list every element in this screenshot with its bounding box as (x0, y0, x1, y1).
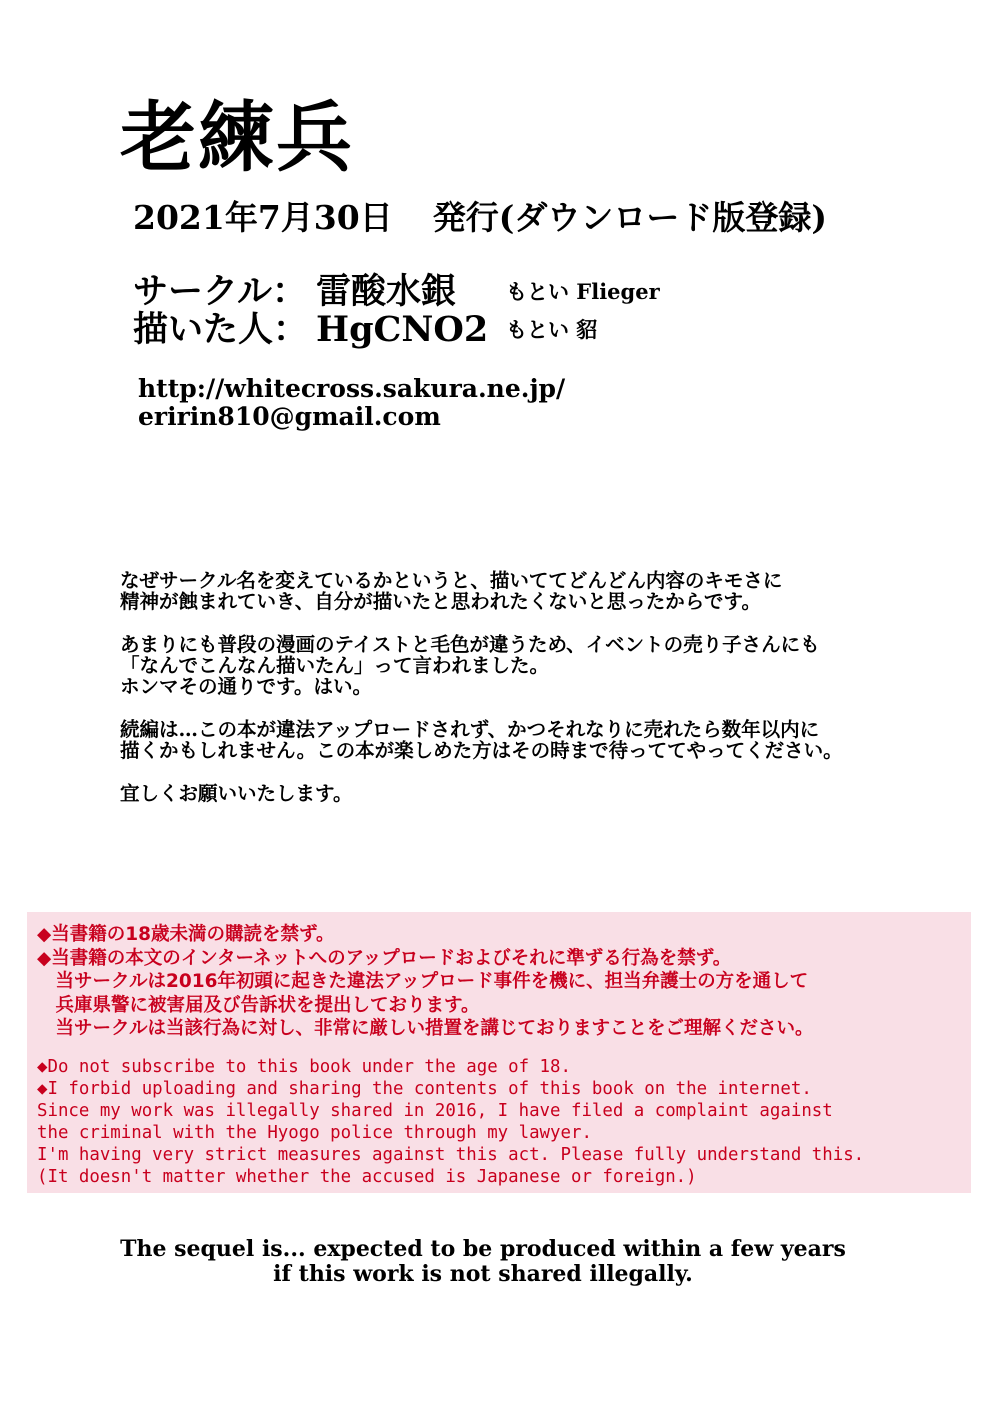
warning-line: 当サークルは当該行為に対し、非常に厳しい措置を講じておりますことをご理解ください。 (37, 1018, 814, 1039)
afterword-line: 「なんでこんなん描いたん」って言われました。 (120, 654, 550, 677)
circle-credit (133, 271, 660, 312)
warning-line: ◆当書籍の本文のインターネットへのアップロードおよびそれに準ずる行為を禁ず。 (37, 947, 732, 969)
warning-line: Since my work was illegally shared in 2016, I have filed a complaint against (37, 1101, 833, 1121)
warning-line: 当サークルは2016年初頭に起きた違法アップロード事件を機に、担当弁護士の方を通して (37, 971, 809, 992)
warning-line: 兵庫県警に被害届及び告訴状を提出しております。 (37, 994, 480, 1016)
afterword-line: ホンマその通りです。はい。 (120, 675, 372, 698)
afterword-line: 描くかもしれません。この本が楽しめた方はその時まで待っててやってください。 (120, 739, 843, 762)
warning-line: ◆Do not subscribe to this book under the age of 18. (37, 1057, 571, 1077)
sequel-note (0, 1237, 1000, 1287)
afterword (120, 570, 843, 826)
circle-label: サークル： (133, 271, 307, 312)
sequel-line: The sequel is... expected to be produced within a few years (120, 1236, 846, 1262)
artist-alias: もとい 貂 (506, 317, 598, 342)
publication-date: 2021年7月30日 (133, 198, 393, 237)
afterword-line: 続編は…この本が違法アップロードされず、かつそれなりに売れたら数年以内に (120, 718, 820, 741)
website-url: http://whitecross.sakura.ne.jp/ (138, 374, 566, 403)
afterword-line: 宜しくお願いいたします。 (120, 782, 353, 805)
warning-japanese (37, 923, 813, 1041)
publication-line (133, 198, 827, 238)
artist-name: HgCNO2 (316, 309, 489, 350)
warning-line: (It doesn't matter whether the accused is Japanese or foreign.) (37, 1167, 697, 1187)
circle-name: 雷酸水銀 (316, 271, 457, 312)
afterword-paragraph (120, 570, 843, 612)
copyright-warning-box (27, 912, 971, 1193)
warning-line: ◆I forbid uploading and sharing the contents of this book on the internet. (37, 1079, 812, 1099)
afterword-line: 精神が蝕まれていき、自分が描いたと思われたくないと思ったからです。 (120, 590, 761, 613)
afterword-paragraph (120, 634, 843, 697)
warning-english (37, 1056, 864, 1188)
artist-label: 描いた人： (133, 309, 309, 350)
warning-line: I'm having very strict measures against this act. Please fully understand this. (37, 1145, 865, 1165)
publication-label: 発行(ダウンロード版登録) (432, 198, 827, 237)
circle-alias: もとい Flieger (506, 279, 660, 304)
warning-line: ◆当書籍の18歳未満の購読を禁ず。 (37, 924, 335, 945)
afterword-line: あまりにも普段の漫画のテイストと毛色が違うため、イベントの売り子さんにも (120, 633, 820, 656)
sequel-line: if this work is not shared illegally. (273, 1261, 693, 1287)
book-title: 老練兵 (120, 93, 354, 182)
artist-credit (133, 309, 598, 350)
afterword-paragraph (120, 719, 843, 761)
afterword-line: なぜサークル名を変えているかというと、描いててどんどん内容のキモさに (120, 569, 783, 592)
warning-line: the criminal with the Hyogo police through my lawyer. (37, 1123, 592, 1143)
contact-email: eririn810@gmail.com (138, 402, 441, 431)
afterword-paragraph (120, 783, 843, 804)
